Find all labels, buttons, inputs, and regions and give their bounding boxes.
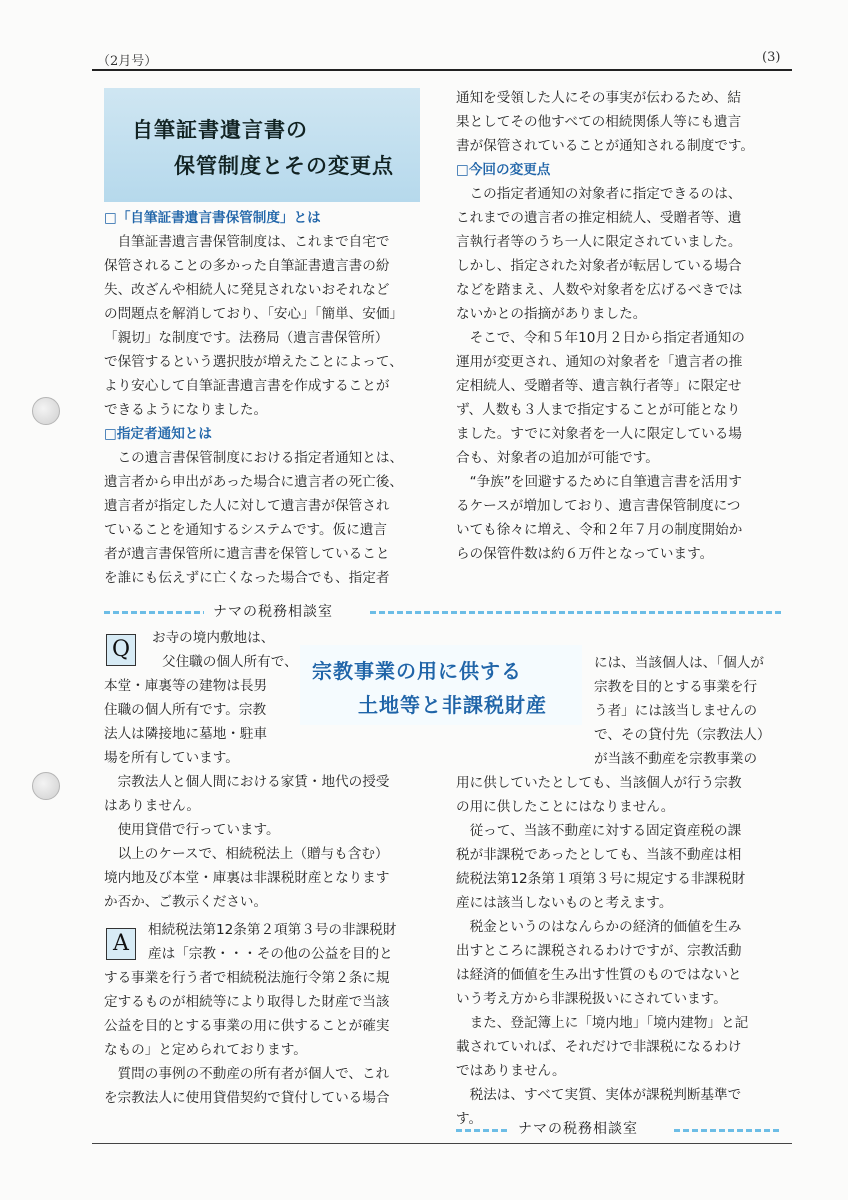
article2-title-line2: 土地等と非課税財産 xyxy=(358,693,547,717)
answer-intro xyxy=(148,918,396,966)
body-line: 用に供していたとしても、当該個人が行う宗教 xyxy=(456,775,742,791)
body-line: 定相続人、受贈者等、遺言執行者等」に限定せ xyxy=(456,378,742,394)
body-line: なもの」と定められております。 xyxy=(104,1042,307,1058)
body-line: 運用が変更され、通知の対象者を「遺言者の推 xyxy=(456,354,743,370)
body-line: 使用貸借で行っています。 xyxy=(104,822,280,838)
body-line: 税法は、すべて実質、実体が課税判断基準で xyxy=(456,1087,742,1103)
article1-right-column xyxy=(456,86,786,566)
body-line: そこで、令和５年10月２日から指定者通知の xyxy=(469,330,745,346)
body-line: 境内地及び本堂・庫裏は非課税財産となります xyxy=(104,870,390,886)
body-line: しかし、指定された対象者が転居している場合 xyxy=(456,258,742,274)
body-line: 載されていれば、それだけで非課税になるわけ xyxy=(456,1039,742,1055)
body-line: 産は「宗教・・・その他の公益を目的と xyxy=(148,946,393,962)
section-label: ナマの税務相談室 xyxy=(518,1121,638,1137)
body-line: できるようになりました。 xyxy=(104,402,268,418)
body-line: 宗教を目的とする事業を行 xyxy=(594,679,758,695)
body-line: には、当該個人は、「個人が xyxy=(594,655,764,671)
divider-bar xyxy=(104,611,204,614)
issue-label: （2月号） xyxy=(97,54,158,69)
body-line: 従って、当該不動産に対する固定資産税の課 xyxy=(456,823,742,839)
body-line: この指定者通知の対象者に指定できるのは、 xyxy=(469,186,742,202)
article1-title-line1: 自筆証書遺言書の xyxy=(132,118,308,142)
answer-rest xyxy=(104,966,389,1110)
body-line: 税金というのはなんらかの経済的価値を生み xyxy=(456,919,742,935)
body-line: 通知を受領した人にその事実が伝わるため、結 xyxy=(456,90,741,106)
body-line: これまでの遺言者の推定相続人、受贈者等、遺 xyxy=(456,210,742,226)
answer-right-short xyxy=(594,651,770,771)
divider-bar xyxy=(456,1129,510,1132)
body-line: 本堂・庫裏等の建物は長男 xyxy=(104,678,268,694)
section-heading: □「自筆証書遺言書保管制度」とは xyxy=(104,210,321,226)
body-line: いう考え方から非課税扱いにされています。 xyxy=(456,991,727,1007)
divider-bar xyxy=(370,611,782,614)
article2-title-line1: 宗教事業の用に供する xyxy=(312,659,522,683)
body-line: 宗教法人と個人間における家賃・地代の授受 xyxy=(104,774,390,790)
answer-right-rest xyxy=(456,771,748,1131)
question-rest xyxy=(104,746,389,914)
body-line: 住職の個人所有です。宗教 xyxy=(104,702,267,718)
body-line: ていることを通知するシステムです。仮に遺言 xyxy=(104,522,388,538)
answer-mark-badge: A xyxy=(106,928,136,960)
body-line: う者」には該当しませんの xyxy=(594,703,758,719)
section-heading: □指定者通知とは xyxy=(104,426,212,442)
body-line: ないかとの指摘がありました。 xyxy=(456,306,647,322)
body-line: 法人は隣接地に墓地・駐車 xyxy=(104,726,268,742)
body-line: か否か、ご教示ください。 xyxy=(104,894,268,910)
section-label: ナマの税務相談室 xyxy=(213,604,333,620)
body-line: この遺言書保管制度における指定者通知とは、 xyxy=(117,450,404,466)
question-mid xyxy=(104,674,267,746)
body-line: 果としてその他すべての相続関係人等にも遺言 xyxy=(456,114,742,130)
body-line: する事業を行う者で相続税法施行令第２条に規 xyxy=(104,970,390,986)
body-line: す。 xyxy=(456,1111,483,1127)
body-line: 遺言者から申出があった場合に遺言者の死亡後、 xyxy=(104,474,403,490)
body-line: 言執行者等のうち一人に限定されていました。 xyxy=(456,234,742,250)
body-line: ではありません。 xyxy=(456,1063,566,1079)
body-line: が当該不動産を宗教事業の xyxy=(594,751,758,767)
article1-left-column xyxy=(104,206,432,590)
header-rule xyxy=(92,69,792,71)
body-line: はありません。 xyxy=(104,798,200,814)
body-line: 公益を目的とする事業の用に供することが確実 xyxy=(104,1018,390,1034)
article1-title-line2: 保管制度とその変更点 xyxy=(174,154,394,178)
body-line: 質問の事例の不動産の所有者が個人で、これ xyxy=(104,1066,390,1082)
body-line: 合も、対象者の追加が可能です。 xyxy=(456,450,659,466)
article1-title-box xyxy=(104,88,420,202)
body-line: を宗教法人に使用貸借契約で貸付している場合 xyxy=(104,1090,390,1106)
footer-rule xyxy=(92,1143,792,1144)
body-line: らの保管件数は約６万件となっています。 xyxy=(456,546,714,562)
body-line: などを踏まえ、人数や対象者を広げるべきでは xyxy=(456,282,743,298)
body-line: 「親切」な制度です。法務局（遺言書保管所） xyxy=(104,330,389,346)
body-line: より安心して自筆証書遺言書を作成することが xyxy=(104,378,390,394)
body-line: ず、人数も３人まで指定することが可能となり xyxy=(456,402,741,418)
question-mark-badge: Q xyxy=(106,634,136,666)
body-line: いても徐々に増え、令和２年７月の制度開始か xyxy=(456,522,743,538)
section-heading: □今回の変更点 xyxy=(456,162,551,178)
body-line: の用に供したことにはなりません。 xyxy=(456,799,675,815)
body-line: ました。すでに対象者を一人に限定している場 xyxy=(456,426,742,442)
body-line: 場を所有しています。 xyxy=(104,750,239,766)
body-line: 税が非課税であったとしても、当該不動産は相 xyxy=(456,847,742,863)
article2-title-box xyxy=(300,645,582,725)
divider-bar xyxy=(674,1129,782,1132)
body-line: 自筆証書遺言書保管制度は、これまで自宅で xyxy=(117,234,390,250)
body-line: 父住職の個人所有で、 xyxy=(162,654,298,670)
body-line: を誰にも伝えずに亡くなった場合でも、指定者 xyxy=(104,570,390,586)
body-line: 遺言者が指定した人に対して遺言書が保管され xyxy=(104,498,390,514)
body-line: 出すところに課税されるわけですが、宗教活動 xyxy=(456,943,742,959)
body-line: 者が遺言書保管所に遺言書を保管していること xyxy=(104,546,390,562)
body-line: 定するものが相続等により取得した財産で当該 xyxy=(104,994,390,1010)
body-line: また、登記簿上に「境内地」「境内建物」と記 xyxy=(456,1015,749,1031)
body-line: るケースが増加しており、遺言書保管制度につ xyxy=(456,498,741,514)
question-intro xyxy=(152,626,298,674)
body-line: 産には該当しないものと考えます。 xyxy=(456,895,673,911)
body-line: 以上のケースで、相続税法上（贈与も含む） xyxy=(104,846,389,862)
body-line: 保管されることの多かった自筆証書遺言書の紛 xyxy=(104,258,390,274)
body-line: 書が保管されていることが通知される制度です。 xyxy=(456,138,754,154)
body-line: 失、改ざんや相続人に発見されないおそれなど xyxy=(104,282,390,298)
body-line: 続税法第12条第１項第３号に規定する非課税財 xyxy=(456,871,746,887)
punch-hole xyxy=(32,772,60,800)
body-line: “争族”を回避するために自筆遺言書を活用す xyxy=(469,474,742,490)
punch-hole xyxy=(32,397,60,425)
body-line: は経済的価値を生み出す性質のものではないと xyxy=(456,967,742,983)
body-line: お寺の境内敷地は、 xyxy=(152,630,275,646)
body-line: の問題点を解消しており、「安心」「簡単、安価」 xyxy=(104,306,404,322)
page-number: (3) xyxy=(762,50,781,65)
body-line: 相続税法第12条第２項第３号の非課税財 xyxy=(148,922,397,938)
body-line: で保管するという選択肢が増えたことによって、 xyxy=(104,354,403,370)
body-line: で、その貸付先（宗教法人） xyxy=(594,727,771,743)
